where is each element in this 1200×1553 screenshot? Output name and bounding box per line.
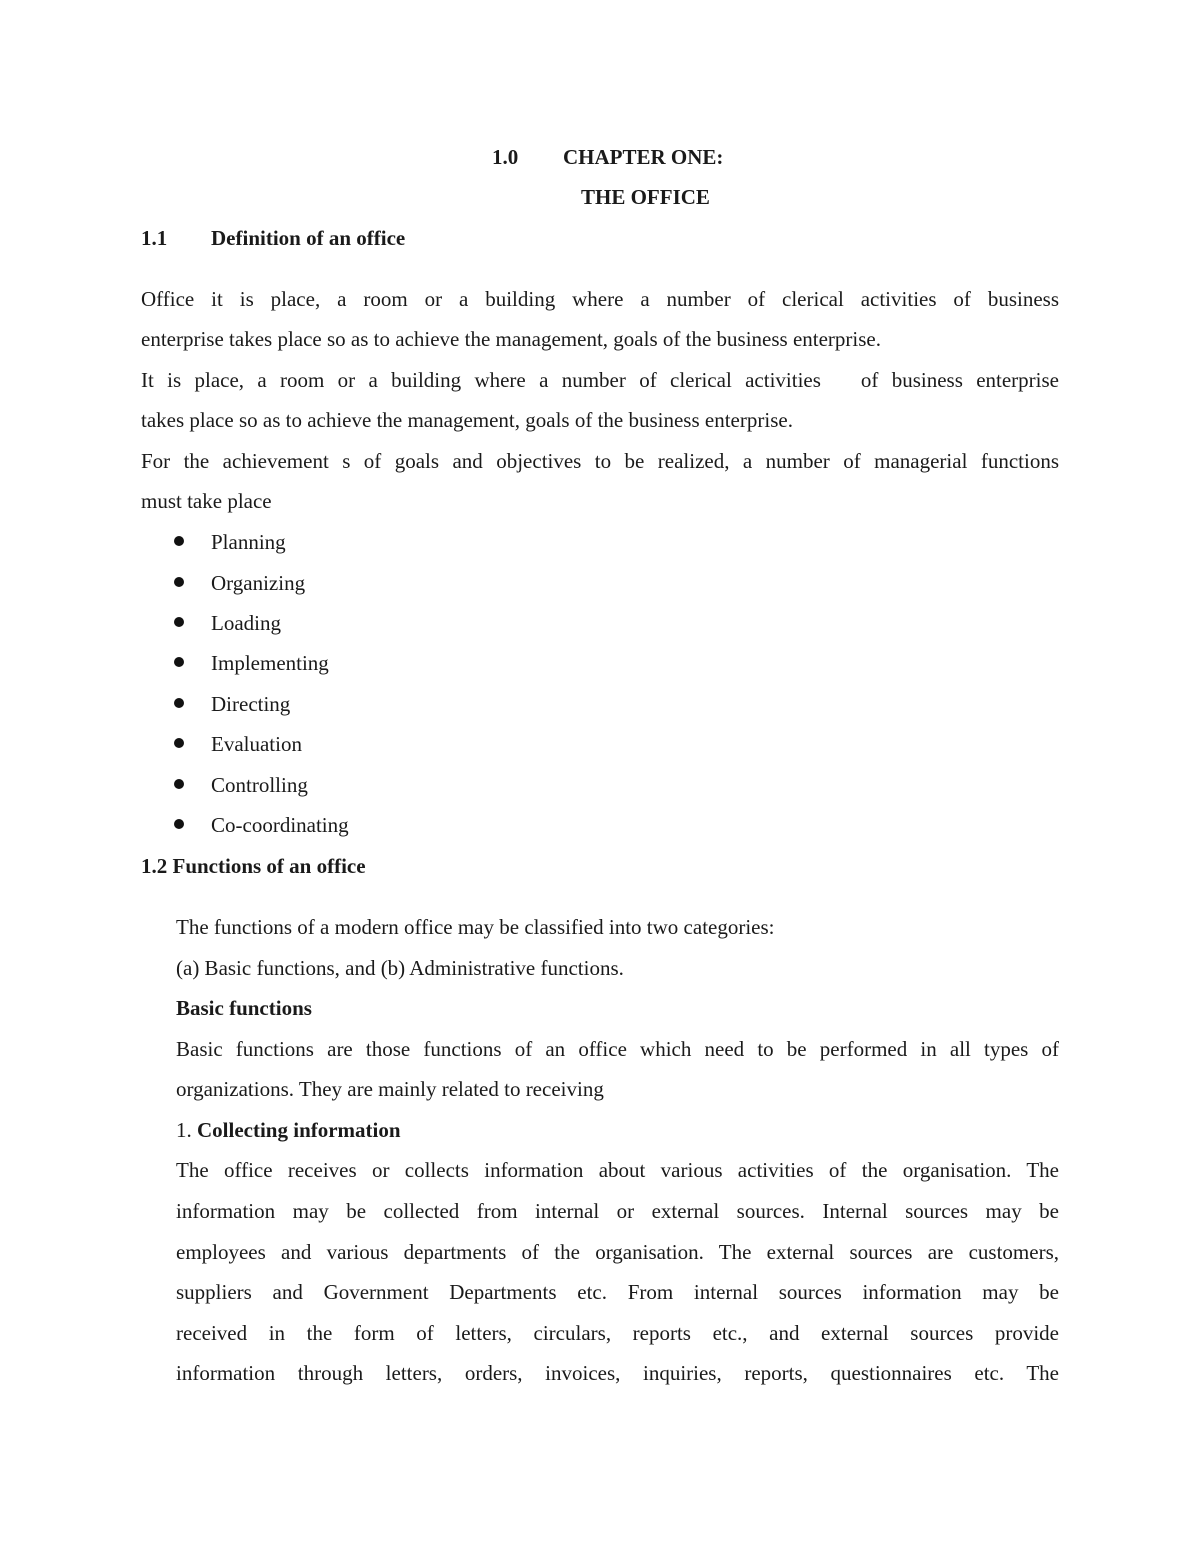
section-1-2-heading: 1.2 Functions of an office (141, 854, 366, 878)
collecting-information-heading: Collecting information (197, 1118, 401, 1142)
chapter-number: 1.0 (492, 145, 519, 169)
bullet-icon (174, 536, 184, 546)
section-1-1-number: 1.1 (141, 226, 168, 250)
list-item: Planning (211, 530, 286, 554)
list-item: Controlling (211, 773, 308, 797)
collect-line3: employees and various departments of the organisation. The external sources are customers, (176, 1240, 1059, 1264)
bullet-icon (174, 819, 184, 829)
basic-functions-heading: Basic functions (176, 996, 312, 1020)
functions-intro: The functions of a modern office may be classified into two categories: (176, 915, 775, 939)
bullet-icon (174, 657, 184, 667)
collect-line2: information may be collected from internal or external sources. Internal sources may be (176, 1199, 1059, 1223)
bullet-icon (174, 698, 184, 708)
basic-line1: Basic functions are those functions of an office which need to be performed in all types of (176, 1037, 1059, 1061)
item-number: 1. (176, 1118, 192, 1142)
item-heading (176, 1118, 401, 1143)
functions-categories: (a) Basic functions, and (b) Administrative functions. (176, 956, 624, 980)
para3-line2: must take place (141, 489, 272, 513)
basic-line2: organizations. They are mainly related to receiving (176, 1077, 604, 1101)
list-item: Directing (211, 692, 291, 716)
para2-line1: It is place, a room or a building where a number of clerical activities of business enterprise (141, 368, 1059, 392)
para1-line2: enterprise takes place so as to achieve the management, goals of the business enterprise. (141, 327, 881, 351)
list-item: Implementing (211, 651, 329, 675)
list-item: Loading (211, 611, 281, 635)
para2-line2: takes place so as to achieve the management, goals of the business enterprise. (141, 408, 793, 432)
list-item: Evaluation (211, 732, 302, 756)
list-item: Co-coordinating (211, 813, 349, 837)
collect-line1: The office receives or collects information about various activities of the organisation. The (176, 1158, 1059, 1182)
list-item: Organizing (211, 571, 306, 595)
chapter-subtitle: THE OFFICE (581, 185, 710, 209)
para3-line1: For the achievement s of goals and objectives to be realized, a number of managerial functions (141, 449, 1059, 473)
section-1-1-heading: Definition of an office (211, 226, 406, 250)
collect-line4: suppliers and Government Departments etc. From internal sources information may be (176, 1280, 1059, 1304)
bullet-icon (174, 779, 184, 789)
collect-line6: information through letters, orders, invoices, inquiries, reports, questionnaires etc. The (176, 1361, 1059, 1385)
chapter-title: CHAPTER ONE: (563, 145, 724, 169)
para1-line1: Office it is place, a room or a building where a number of clerical activities of business (141, 287, 1059, 311)
bullet-icon (174, 738, 184, 748)
bullet-icon (174, 577, 184, 587)
bullet-icon (174, 617, 184, 627)
collect-line5: received in the form of letters, circulars, reports etc., and external sources provide (176, 1321, 1059, 1345)
